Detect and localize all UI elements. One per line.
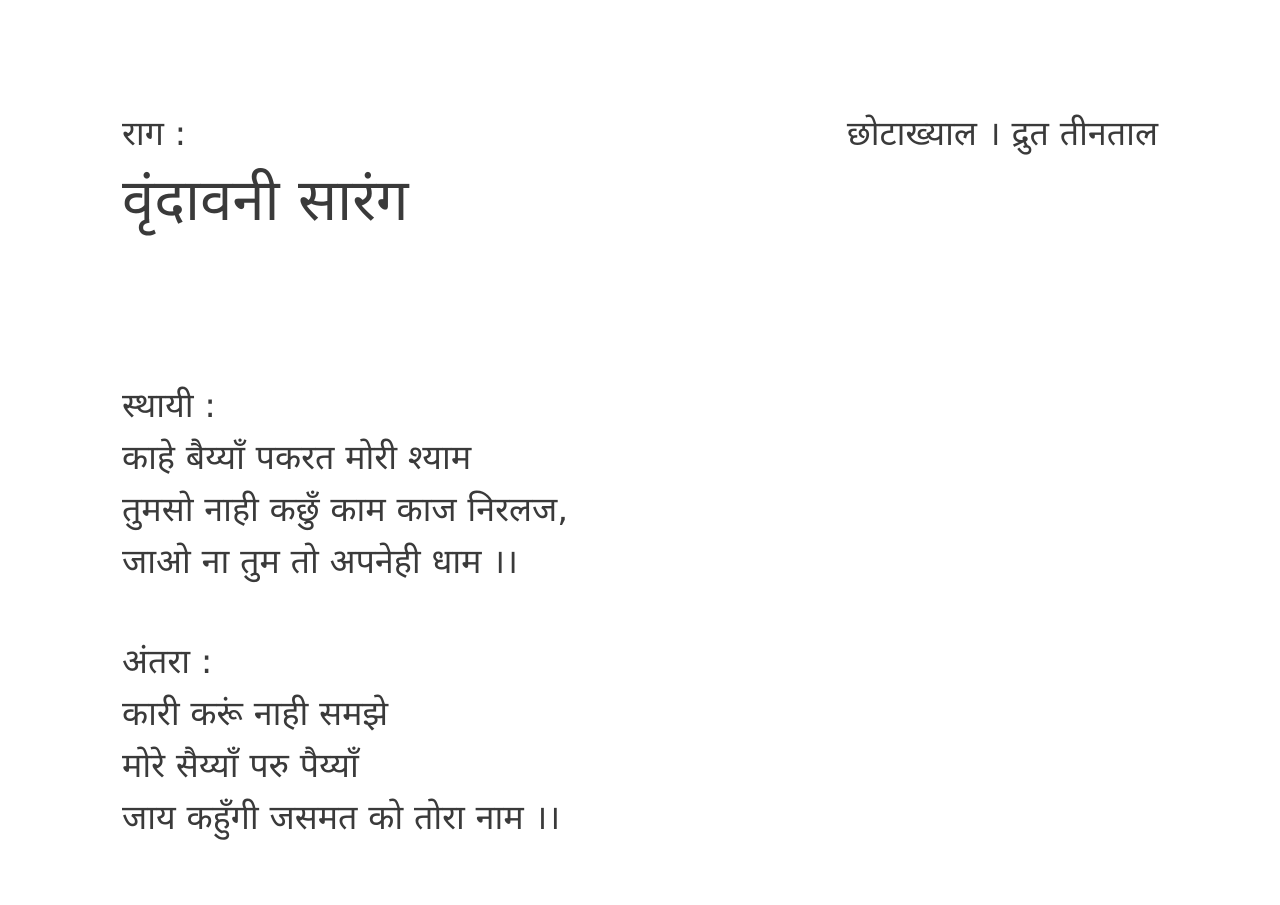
sthayi-section: [122, 380, 568, 588]
raag-label: राग :: [122, 114, 187, 154]
sthayi-line: तुमसो नाही कछुँ काम काज निरलज,: [122, 490, 569, 530]
sthayi-line: काहे बैय्याँ पकरत मोरी श्याम: [122, 438, 472, 478]
antara-line: जाय कहुँगी जसमत को तोरा नाम ।।: [122, 798, 561, 838]
antara-section: [122, 636, 560, 844]
antara-line: कारी करूं नाही समझे: [122, 694, 389, 734]
khayal-taal-label: छोटाख्याल । द्रुत तीनताल: [846, 114, 1158, 154]
sthayi-heading: स्थायी :: [122, 386, 216, 426]
raag-name: वृंदावनी सारंग: [122, 166, 409, 234]
sthayi-line: जाओ ना तुम तो अपनेही धाम ।।: [122, 542, 519, 582]
antara-heading: अंतरा :: [122, 642, 213, 682]
antara-line: मोरे सैय्याँ परु पैय्याँ: [122, 746, 359, 786]
